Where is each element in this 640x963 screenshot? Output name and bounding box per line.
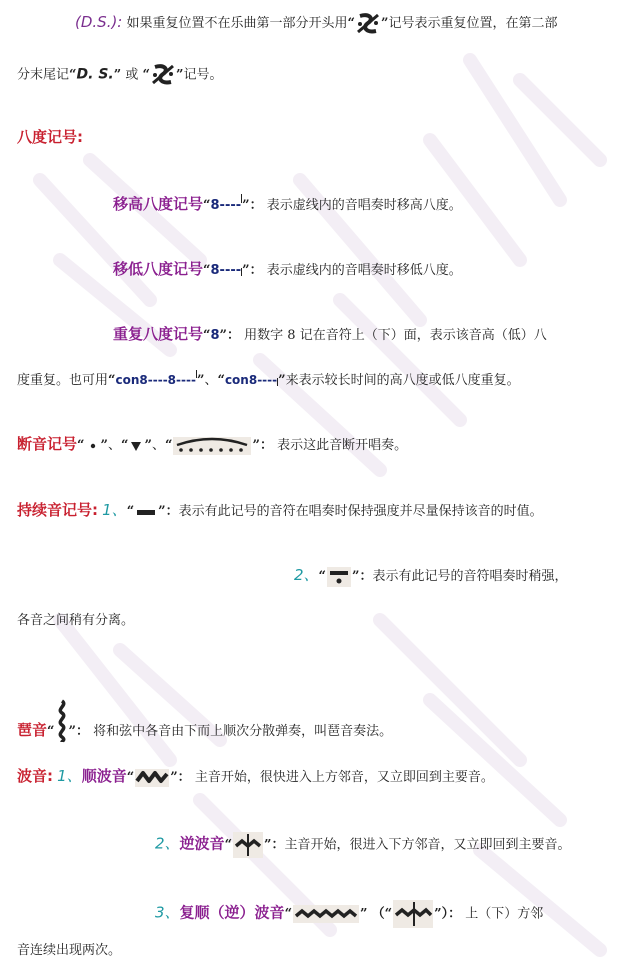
arpeggio-icon	[56, 699, 68, 743]
mordent-desc-3: 上（下）方邻	[465, 906, 544, 922]
or-text: 或	[125, 67, 139, 83]
octave-repeat-line-2: 度重复。也可用“con8----8----”、“con8----”来表示较长时间的高八度或低八度重复。	[17, 370, 520, 391]
staccatissimo-icon	[129, 439, 143, 453]
octave-down-line: 移低八度记号“8----”： 表示虚线内的音唱奏时移低八度。	[113, 260, 462, 278]
octave-repeat-label: 重复八度记号	[113, 325, 204, 343]
staccato-label: 断音记号	[17, 435, 78, 453]
staccato-dot-icon	[86, 439, 100, 453]
portato-icon	[327, 567, 351, 587]
octave-repeat-desc2b: 来表示较长时间的高八度或低八度重复。	[285, 373, 520, 388]
tenuto-num-1: 1、	[102, 501, 127, 519]
mordent-line-1: 波音: 1、顺波音“ ”： 主音开始，很快进入上方邻音，又立即回到主要音。	[17, 767, 494, 785]
mordent-num-2: 2、	[155, 834, 180, 853]
con8-up-symbol: con8----8----	[115, 373, 196, 387]
octave-up-desc: 表示虚线内的音唱奏时移高八度。	[266, 198, 462, 213]
sep-1: 、	[204, 373, 218, 388]
tenuto-label: 持续音记号:	[17, 501, 98, 519]
mordent-desc-1: 主音开始，很快进入上方邻音，又立即回到主要音。	[194, 770, 494, 785]
octave-repeat-desc: 用数字 8 记在音符上（下）面，表示该音高（低）八	[244, 328, 547, 343]
octave-down-symbol: 8----	[210, 263, 242, 278]
staccato-desc: 表示这此音断开唱奏。	[277, 438, 408, 453]
ds-label: (D.S.):	[75, 13, 123, 31]
mordent-label-2: 逆波音	[179, 834, 225, 853]
ds-text-d: 记号。	[183, 67, 223, 83]
octave-up-symbol: 8----	[210, 198, 242, 213]
mordent-num-1: 1、	[57, 767, 82, 785]
ds-text-b: 记号表示重复位置，在第二部	[388, 16, 558, 31]
octave-repeat-line: 重复八度记号“8”： 用数字 8 记在音符上（下）面，表示该音高（低）八	[113, 325, 547, 343]
mordent-label-1: 顺波音	[81, 767, 127, 785]
arpeggio-desc: 将和弦中各音由下而上顺次分散弹奏，叫琶音奏法。	[93, 724, 393, 739]
mordent-desc-2: 主音开始，很进入下方邻音，又立即回到主要音。	[284, 837, 571, 853]
mordent-line-4: 音连续出现两次。	[17, 943, 122, 958]
ds-text-a: 如果重复位置不在乐曲第一部分开头用	[126, 16, 348, 31]
ds-line-1: (D.S.): 如果重复位置不在乐曲第一部分开头用“ ”记号表示重复位置，在第二部	[75, 12, 558, 35]
octave-down-desc: 表示虚线内的音唱奏时移低八度。	[266, 263, 462, 278]
tenuto-line-2: 2、“ ”：表示有此记号的音符唱奏时稍强，	[294, 565, 568, 587]
arpeggio-label: 琶音	[17, 721, 48, 739]
tenuto-desc-2: 表示有此记号的音符唱奏时稍强，	[372, 569, 568, 584]
ds-abbrev: D. S.	[76, 66, 114, 83]
tenuto-desc-1: 表示有此记号的音符在唱奏时保持强度并尽量保持该音的时值。	[178, 504, 543, 519]
mordent-label: 波音:	[17, 767, 53, 785]
sep-2: 、	[107, 438, 121, 453]
segno-icon-2	[151, 64, 175, 86]
tenuto-num-2: 2、	[294, 566, 319, 584]
sep-3: 、	[151, 438, 165, 453]
ds-text-c: 分末尾记	[17, 67, 70, 83]
mordent-label-3: 复顺（逆）波音	[179, 903, 285, 922]
octave-repeat-desc2a: 度重复。也可用	[17, 373, 109, 388]
ds-line-2: 分末尾记“D. S.” 或 “ ”记号。	[17, 64, 222, 86]
octave-down-label: 移低八度记号	[113, 260, 204, 278]
upper-mordent-icon	[135, 769, 169, 787]
mordent-line-2: 2、逆波音“ ”：主音开始，很进入下方邻音，又立即回到主要音。	[155, 832, 571, 858]
octave-heading: 八度记号:	[17, 128, 83, 146]
double-mordent-icon	[293, 905, 359, 923]
lower-mordent-icon	[233, 832, 263, 858]
octave-up-line: 移高八度记号“8----”： 表示虚线内的音唱奏时移高八度。	[113, 195, 462, 213]
con8-down-symbol: con8----	[224, 373, 278, 387]
tenuto-line-3: 各音之间稍有分离。	[17, 613, 135, 628]
staccato-line: 断音记号“ ”、“ ”、“ ”： 表示这此音断开唱奏。	[17, 435, 408, 453]
arpeggio-line: 琶音“ ”： 将和弦中各音由下而上顺次分散弹奏，叫琶音奏法。	[17, 699, 392, 743]
mezzo-staccato-icon	[173, 437, 251, 455]
octave-up-label: 移高八度记号	[113, 195, 204, 213]
tenuto-line-1: 持续音记号: 1、“ ”：表示有此记号的音符在唱奏时保持强度并尽量保持该音的时值。	[17, 501, 543, 519]
octave-repeat-symbol: 8	[210, 328, 220, 343]
double-lower-mordent-icon	[393, 900, 433, 928]
segno-icon	[356, 13, 380, 35]
mordent-line-3: 3、复顺（逆）波音“ ” （“ ”）： 上（下）方邻	[155, 900, 543, 928]
tenuto-icon	[135, 505, 157, 519]
mordent-num-3: 3、	[155, 903, 180, 922]
